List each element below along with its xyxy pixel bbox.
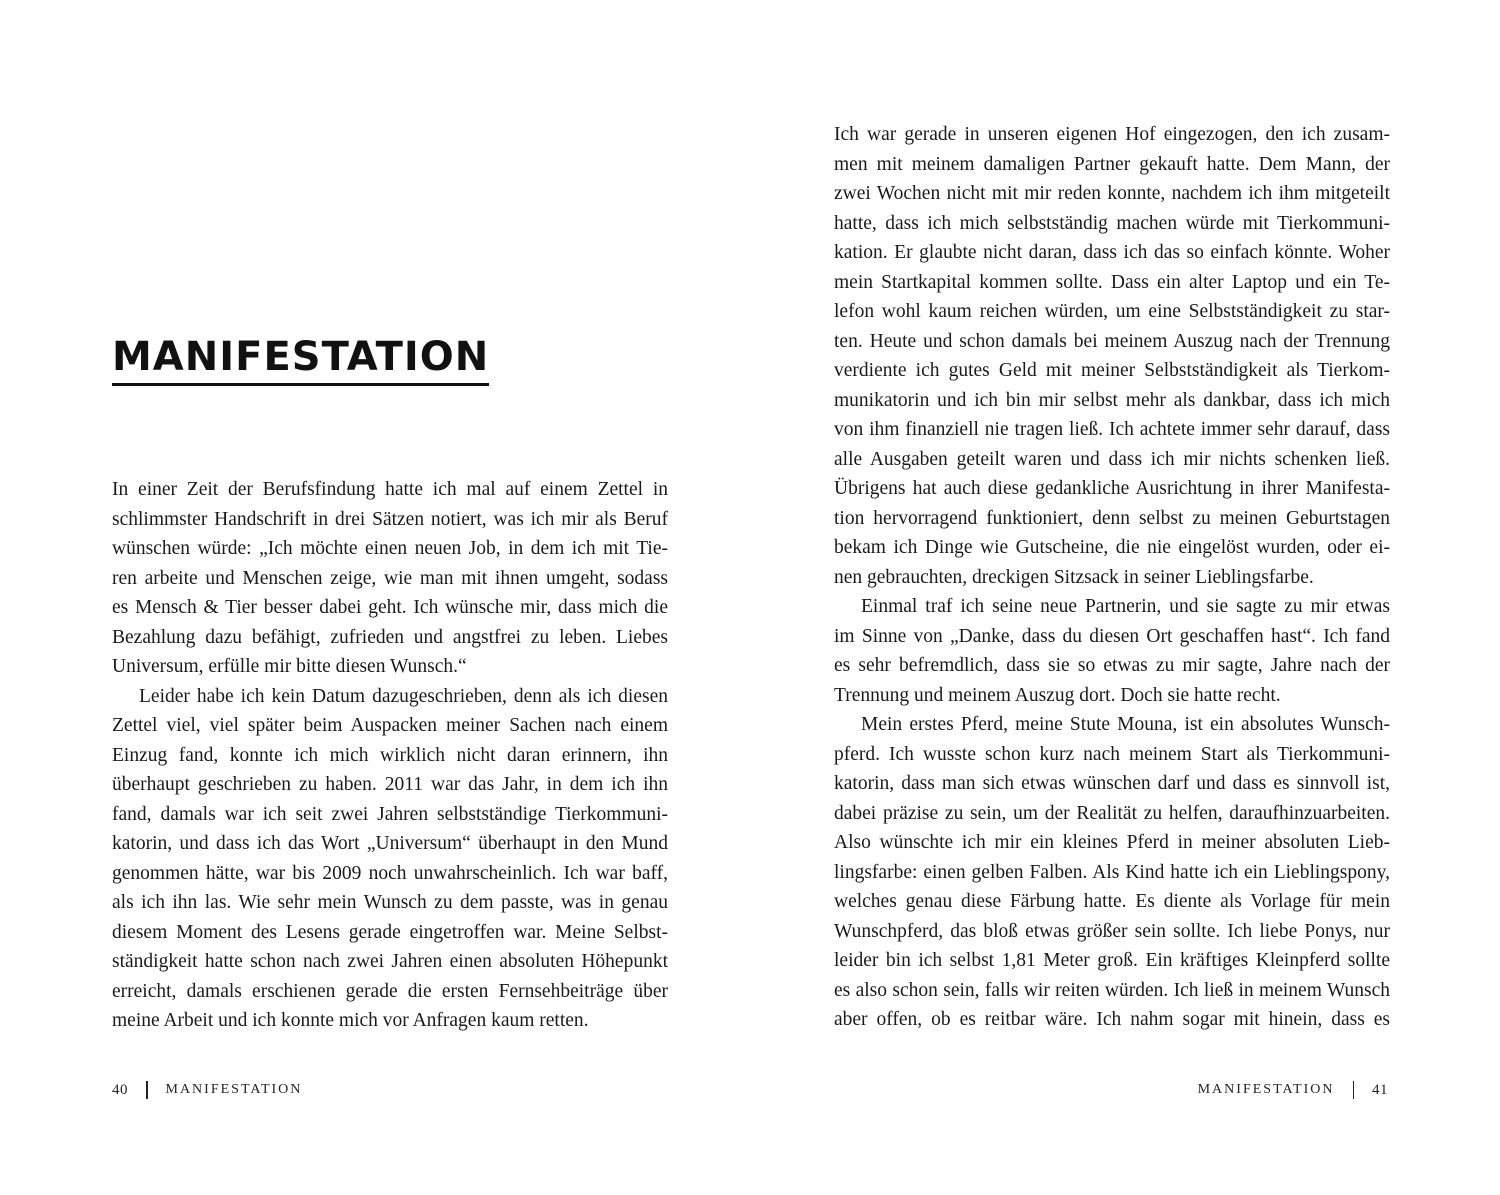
text-line: Ich war gerade in unseren eigenen Hof eingezogen, den ich zusam- bbox=[834, 124, 1390, 145]
footer-separator bbox=[146, 1081, 148, 1099]
running-head: MANIFESTATION bbox=[1197, 1082, 1335, 1097]
text-line: erreicht, damals erschienen gerade die ersten Fernsehbeiträge über bbox=[112, 980, 668, 1002]
text-line: wünschen würde: „Ich möchte einen neuen Job, in dem ich mit Tie- bbox=[112, 538, 668, 559]
text-line: schlimmster Handschrift in drei Sätzen notiert, was ich mir als Beruf bbox=[112, 508, 668, 530]
text-line: Übrigens hat auch diese gedankliche Ausrichtung in ihrer Manifesta- bbox=[834, 478, 1390, 499]
text-line: im Sinne von „Danke, dass du diesen Ort geschaffen hast“. Ich fand bbox=[834, 625, 1390, 647]
text-line: lefon wohl kaum reichen würden, um eine Selbstständigkeit zu star- bbox=[834, 301, 1390, 322]
text-line: Zettel viel, viel später beim Auspacken meiner Sachen nach einem bbox=[112, 715, 668, 736]
text-line: Leider habe ich kein Datum dazugeschrieben, denn als ich diesen bbox=[139, 685, 668, 707]
page-number: 41 bbox=[1372, 1081, 1388, 1098]
text-line: Bezahlung dazu befähigt, zufrieden und angstfrei zu leben. Liebes bbox=[112, 626, 668, 648]
text-line: von ihm finanziell nie tragen ließ. Ich achtete immer sehr darauf, dass bbox=[834, 419, 1390, 440]
text-line: alle Ausgaben geteilt waren und dass ich mir nichts schenken ließ. bbox=[834, 448, 1390, 470]
text-line: mein Startkapital kommen sollte. Dass ein alter Laptop und ein Te- bbox=[834, 271, 1390, 293]
text-line: munikatorin und ich bin mir selbst mehr als dankbar, dass ich mich bbox=[834, 389, 1390, 411]
text-line: bekam ich Dinge wie Gutscheine, die nie eingelöst wurden, oder ei- bbox=[834, 537, 1390, 558]
text-line: hatte, dass ich mich selbstständig machen würde mit Tierkommuni- bbox=[834, 212, 1390, 234]
text-line: dabei präzise zu sein, um der Realität zu helfen, daraufhinzuarbeiten. bbox=[834, 802, 1390, 824]
text-line: ren arbeite und Menschen zeige, wie man mit ihnen umgeht, sodass bbox=[112, 567, 668, 589]
text-line: meine Arbeit und ich konnte mich vor Anfragen kaum retten. bbox=[112, 1010, 589, 1031]
text-line: men mit meinem damaligen Partner gekauft hatte. Dem Mann, der bbox=[834, 153, 1390, 175]
text-line: Mein erstes Pferd, meine Stute Mouna, ist ein absolutes Wunsch- bbox=[861, 714, 1390, 735]
text-line: leider bin ich selbst 1,81 Meter groß. Ein kräftiges Kleinpferd sollte bbox=[834, 950, 1390, 971]
text-line: nen gebrauchten, dreckigen Sitzsack in seiner Lieblingsfarbe. bbox=[834, 566, 1314, 588]
text-line: lingsfarbe: einen gelben Falben. Als Kind hatte ich ein Lieblingspony, bbox=[834, 861, 1390, 883]
text-line: verdiente ich gutes Geld mit meiner Selbstständigkeit als Tierkom- bbox=[834, 360, 1390, 381]
text-line: katorin, und dass ich das Wort „Universum“ überhaupt in den Mund bbox=[112, 833, 668, 854]
left-page-footer bbox=[112, 1081, 302, 1099]
text-line: es sehr befremdlich, dass sie so etwas zu mir sagte, Jahre nach der bbox=[834, 655, 1390, 676]
text-line: Also wünschte ich mir ein kleines Pferd in meiner absoluten Lieb- bbox=[834, 832, 1390, 853]
text-line: es Mensch & Tier besser dabei geht. Ich wünsche mir, dass mich die bbox=[112, 597, 668, 618]
text-line: kation. Er glaubte nicht daran, dass ich das so einfach könnte. Woher bbox=[834, 242, 1390, 263]
text-line: Wunschpferd, das bloß etwas größer sein sollte. Ich liebe Ponys, nur bbox=[834, 920, 1390, 942]
text-line: tion hervorragend funktioniert, denn selbst zu meinen Geburtstagen bbox=[834, 507, 1390, 529]
text-line: Einmal traf ich seine neue Partnerin, und sie sagte zu mir etwas bbox=[861, 596, 1390, 617]
text-line: diesem Moment des Lesens gerade eingetroffen war. Meine Selbst- bbox=[112, 921, 668, 943]
page-number: 40 bbox=[112, 1081, 128, 1098]
text-line: aber offen, ob es reitbar wäre. Ich nahm sogar mit hinein, dass es bbox=[834, 1009, 1390, 1030]
text-line: ständigkeit hatte schon nach zwei Jahren einen absoluten Höhepunkt bbox=[112, 951, 668, 972]
text-line: überhaupt geschrieben zu haben. 2011 war das Jahr, in dem ich ihn bbox=[112, 774, 668, 795]
running-head: MANIFESTATION bbox=[165, 1082, 303, 1097]
text-line: In einer Zeit der Berufsfindung hatte ich mal auf einem Zettel in bbox=[112, 479, 668, 500]
text-line: als ich ihn las. Wie sehr mein Wunsch zu dem passte, was in genau bbox=[112, 892, 668, 913]
text-line: Einzug fand, konnte ich mich wirklich nicht daran erinnern, ihn bbox=[112, 744, 668, 766]
chapter-title: MANIFESTATION bbox=[112, 334, 489, 386]
text-line: pferd. Ich wusste schon kurz nach meinem Start als Tierkommuni- bbox=[834, 743, 1390, 765]
footer-separator bbox=[1353, 1081, 1355, 1099]
text-line: zwei Wochen nicht mit mir reden konnte, nachdem ich ihm mitgeteilt bbox=[834, 183, 1390, 204]
text-line: ten. Heute und schon damals bei meinem Auszug nach der Trennung bbox=[834, 330, 1390, 352]
left-body-text bbox=[112, 475, 668, 1036]
text-line: katorin, dass man sich etwas wünschen darf und dass es sinnvoll ist, bbox=[834, 773, 1390, 794]
text-line: fand, damals war ich seit zwei Jahren selbstständige Tierkommuni- bbox=[112, 803, 668, 825]
right-page-footer bbox=[1198, 1081, 1388, 1099]
text-line: genommen hätte, war bis 2009 noch unwahrscheinlich. Ich war baff, bbox=[112, 862, 668, 884]
text-line: Trennung und meinem Auszug dort. Doch sie hatte recht. bbox=[834, 684, 1281, 706]
text-line: Universum, erfülle mir bitte diesen Wunsch.“ bbox=[112, 656, 467, 677]
right-body-text bbox=[834, 120, 1390, 1035]
text-line: es also schon sein, falls wir reiten würden. Ich ließ in meinem Wunsch bbox=[834, 979, 1390, 1001]
text-line: welches genau diese Färbung hatte. Es diente als Vorlage für mein bbox=[834, 891, 1390, 912]
